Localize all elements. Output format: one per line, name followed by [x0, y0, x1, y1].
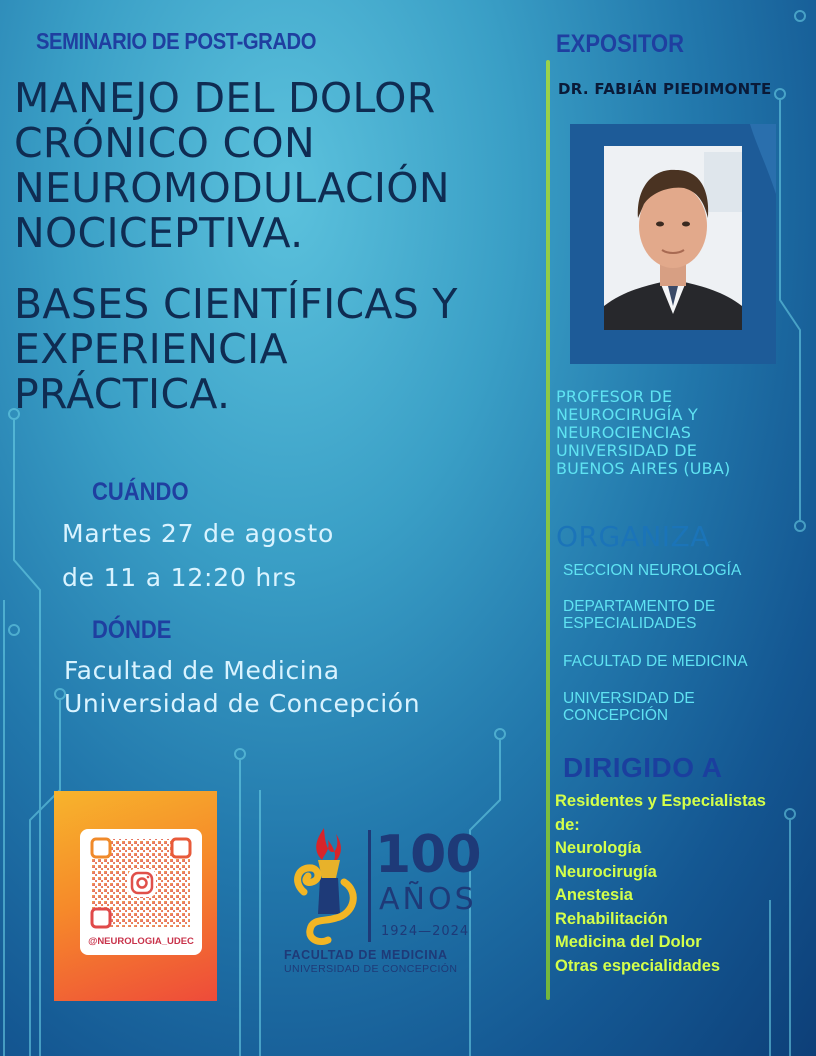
speaker-title-line: BUENOS AIRES (UBA): [556, 459, 731, 478]
organizer-line: UNIVERSIDAD DE: [563, 690, 695, 707]
where-heading: DÓNDE: [92, 616, 172, 644]
instagram-qr-card[interactable]: [54, 791, 217, 1001]
seminar-label: SEMINARIO DE POST-GRADO: [36, 28, 317, 54]
audience-line: Neurología: [555, 839, 642, 857]
audience-line: de:: [555, 815, 580, 834]
title-line: CRÓNICO CON: [14, 119, 315, 167]
when-details: [62, 512, 334, 600]
torch-icon: [284, 822, 374, 948]
audience-list: [555, 790, 766, 978]
organizer-line: CONCEPCIÓN: [563, 707, 669, 724]
speaker-title-line: NEUROCIRUGÍA Y: [556, 405, 698, 424]
subtitle-line: PRÁCTICA.: [14, 370, 231, 418]
time-line: de 11 a 12:20 hrs: [62, 563, 297, 592]
audience-line: Medicina del Dolor: [555, 933, 702, 951]
audience-line: Neurocirugía: [555, 862, 657, 881]
title-line: MANEJO DEL DOLOR: [14, 74, 436, 122]
event-subtitle: [14, 282, 554, 417]
organizer-item: [563, 690, 695, 724]
speaker-title-line: PROFESOR DE: [556, 387, 673, 406]
qr-code: [80, 829, 202, 955]
where-details: [64, 654, 420, 720]
event-title: [14, 76, 554, 256]
speaker-photo-frame: [570, 124, 776, 364]
venue-line: Facultad de Medicina: [64, 656, 340, 685]
speaker-title: [556, 388, 730, 478]
title-line: NOCICEPTIVA.: [14, 209, 304, 257]
organizer-item: [563, 598, 715, 632]
organizer-line: FACULTAD DE MEDICINA: [563, 653, 748, 670]
logo-number: 100: [375, 825, 481, 885]
organizer-item: [563, 653, 748, 670]
subtitle-line: EXPERIENCIA: [14, 325, 288, 373]
instagram-handle: @NEUROLOGIA_UDEC: [88, 936, 194, 947]
column-divider: [546, 60, 550, 1000]
organizer-line: ESPECIALIDADES: [563, 615, 697, 632]
audience-line: Residentes y Especialistas: [555, 792, 766, 810]
speaker-title-line: UNIVERSIDAD DE: [556, 441, 698, 460]
speaker-name: DR. FABIÁN PIEDIMONTE: [558, 80, 772, 98]
speaker-title-line: NEUROCIENCIAS: [556, 423, 692, 442]
organizer-item: [563, 562, 741, 579]
audience-line: Rehabilitación: [555, 909, 668, 928]
speaker-portrait-icon: [604, 146, 742, 330]
organizer-line: SECCION NEUROLOGÍA: [563, 562, 742, 579]
subtitle-line: BASES CIENTÍFICAS Y: [14, 280, 458, 328]
venue-line: Universidad de Concepción: [64, 689, 421, 718]
faculty-100-years-logo: [284, 822, 496, 982]
speaker-photo: [604, 146, 742, 330]
logo-faculty: FACULTAD DE MEDICINA: [284, 948, 448, 962]
speaker-heading: EXPOSITOR: [556, 30, 684, 58]
audience-line: Anestesia: [555, 886, 633, 904]
organizers-heading: ORGANIZA: [556, 520, 710, 553]
logo-years: 1924—2024: [381, 924, 470, 939]
qr-pattern-icon: [80, 829, 202, 933]
when-heading: CUÁNDO: [92, 478, 189, 506]
logo-word: AÑOS: [379, 882, 477, 917]
date-line: Martes 27 de agosto: [62, 519, 335, 548]
audience-heading: DIRIGIDO A: [563, 752, 723, 783]
audience-line: Otras especialidades: [555, 956, 721, 975]
title-line: NEUROMODULACIÓN: [14, 164, 450, 212]
organizer-line: DEPARTAMENTO DE: [563, 598, 716, 615]
logo-university: UNIVERSIDAD DE CONCEPCIÓN: [284, 963, 458, 975]
